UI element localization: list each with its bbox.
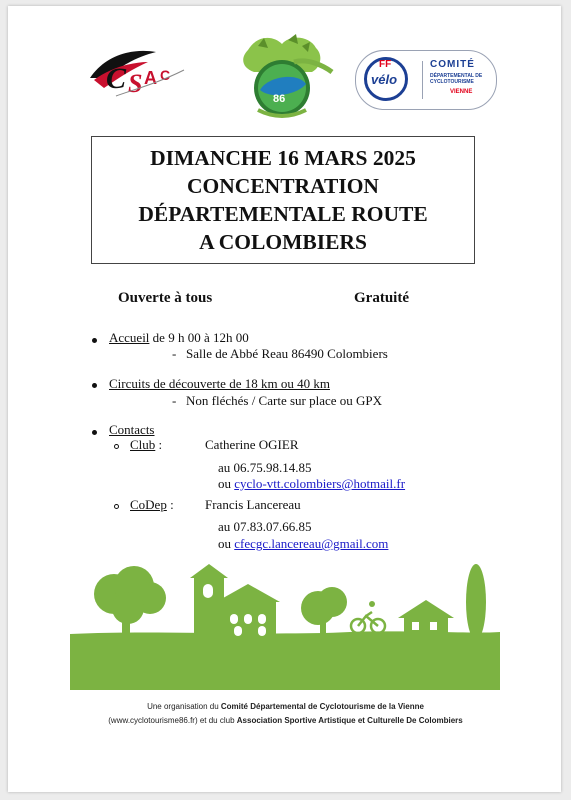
cyclotourisme-86-logo bbox=[228, 32, 336, 122]
club-contact-name: Catherine OGIER bbox=[205, 437, 299, 452]
bullet-accueil bbox=[92, 338, 97, 343]
open-free-row bbox=[118, 290, 428, 307]
ring-club bbox=[114, 444, 119, 449]
circuits-dash: - bbox=[172, 393, 177, 408]
codep-label: CoDep bbox=[130, 497, 167, 512]
bullet-contacts bbox=[92, 430, 97, 435]
codep-phone: au 07.83.07.66.85 bbox=[218, 519, 312, 534]
ffvelo-ff: FF bbox=[379, 59, 392, 70]
svg-text:C: C bbox=[106, 62, 127, 95]
event-title-line-4: A COLOMBIERS bbox=[199, 230, 367, 254]
event-title-line-2: CONCENTRATION bbox=[187, 174, 379, 198]
accueil-dash: - bbox=[172, 346, 177, 361]
ffvelo-comite: COMITÉ bbox=[430, 59, 475, 70]
club-email-prefix: ou bbox=[218, 476, 235, 491]
circuits-detail: Non fléchés / Carte sur place ou GPX bbox=[186, 393, 383, 408]
svg-text:A: A bbox=[144, 68, 157, 88]
logo-86-number: 86 bbox=[273, 93, 286, 105]
ffvelo-departemental: DÉPARTEMENTAL DE CYCLOTOURISME bbox=[430, 73, 483, 85]
footer-line-1-prefix: Une organisation du bbox=[147, 702, 221, 711]
accueil-time: de 9 h 00 à 12h 00 bbox=[149, 330, 249, 345]
footer-line-2-prefix: (www.cyclotourisme86.fr) et du club bbox=[108, 716, 237, 725]
accueil-place: Salle de Abbé Reau 86490 Colombiers bbox=[186, 346, 388, 361]
codep-contact-name: Francis Lancereau bbox=[205, 497, 301, 512]
ffvelo-velo: vélo bbox=[371, 72, 398, 87]
codep-email-link[interactable]: cfecgc.lancereau@gmail.com bbox=[234, 536, 389, 551]
codep-email-row bbox=[218, 536, 388, 552]
footer-comite-name: Comité Départemental de Cyclotourisme de la Vienne bbox=[220, 702, 424, 711]
footer-club-name: Association Sportive Artistique et Culturelle De Colombiers bbox=[236, 716, 463, 725]
accueil-row bbox=[109, 330, 249, 346]
accueil-label: Accueil bbox=[109, 330, 150, 345]
club-colon: : bbox=[158, 437, 163, 452]
svg-text:C: C bbox=[160, 67, 171, 83]
ffvelo-divider bbox=[422, 61, 423, 99]
footer-line-1 bbox=[0, 702, 571, 711]
footer-line-2 bbox=[0, 716, 571, 725]
free-entry: Gratuité bbox=[354, 290, 409, 306]
svg-text:S: S bbox=[128, 69, 143, 98]
bullet-circuits bbox=[92, 383, 97, 388]
club-email-link[interactable]: cyclo-vtt.colombiers@hotmail.fr bbox=[234, 476, 406, 491]
club-email-row bbox=[218, 476, 405, 492]
open-to-all: Ouverte à tous bbox=[118, 290, 213, 306]
asac-logo bbox=[86, 44, 188, 106]
ffvelo-comite-logo bbox=[355, 50, 497, 110]
ring-codep bbox=[114, 504, 119, 509]
codep-colon: : bbox=[170, 497, 174, 512]
codep-email-prefix: ou bbox=[218, 536, 235, 551]
event-title-box bbox=[91, 136, 475, 264]
cyclist-icon bbox=[351, 612, 385, 633]
event-title-line-3: DÉPARTEMENTALE ROUTE bbox=[138, 202, 428, 226]
codep-row-label bbox=[130, 497, 174, 513]
club-phone: au 06.75.98.14.85 bbox=[218, 460, 312, 475]
club-label: Club bbox=[130, 437, 156, 452]
circuits-label: Circuits de découverte de 18 km ou 40 km bbox=[109, 376, 330, 391]
ffvelo-vienne: VIENNE bbox=[450, 89, 473, 95]
club-row-label bbox=[130, 437, 162, 453]
green-village-illustration bbox=[70, 564, 500, 690]
contacts-label: Contacts bbox=[109, 422, 155, 437]
event-date: DIMANCHE 16 MARS 2025 bbox=[150, 146, 416, 170]
